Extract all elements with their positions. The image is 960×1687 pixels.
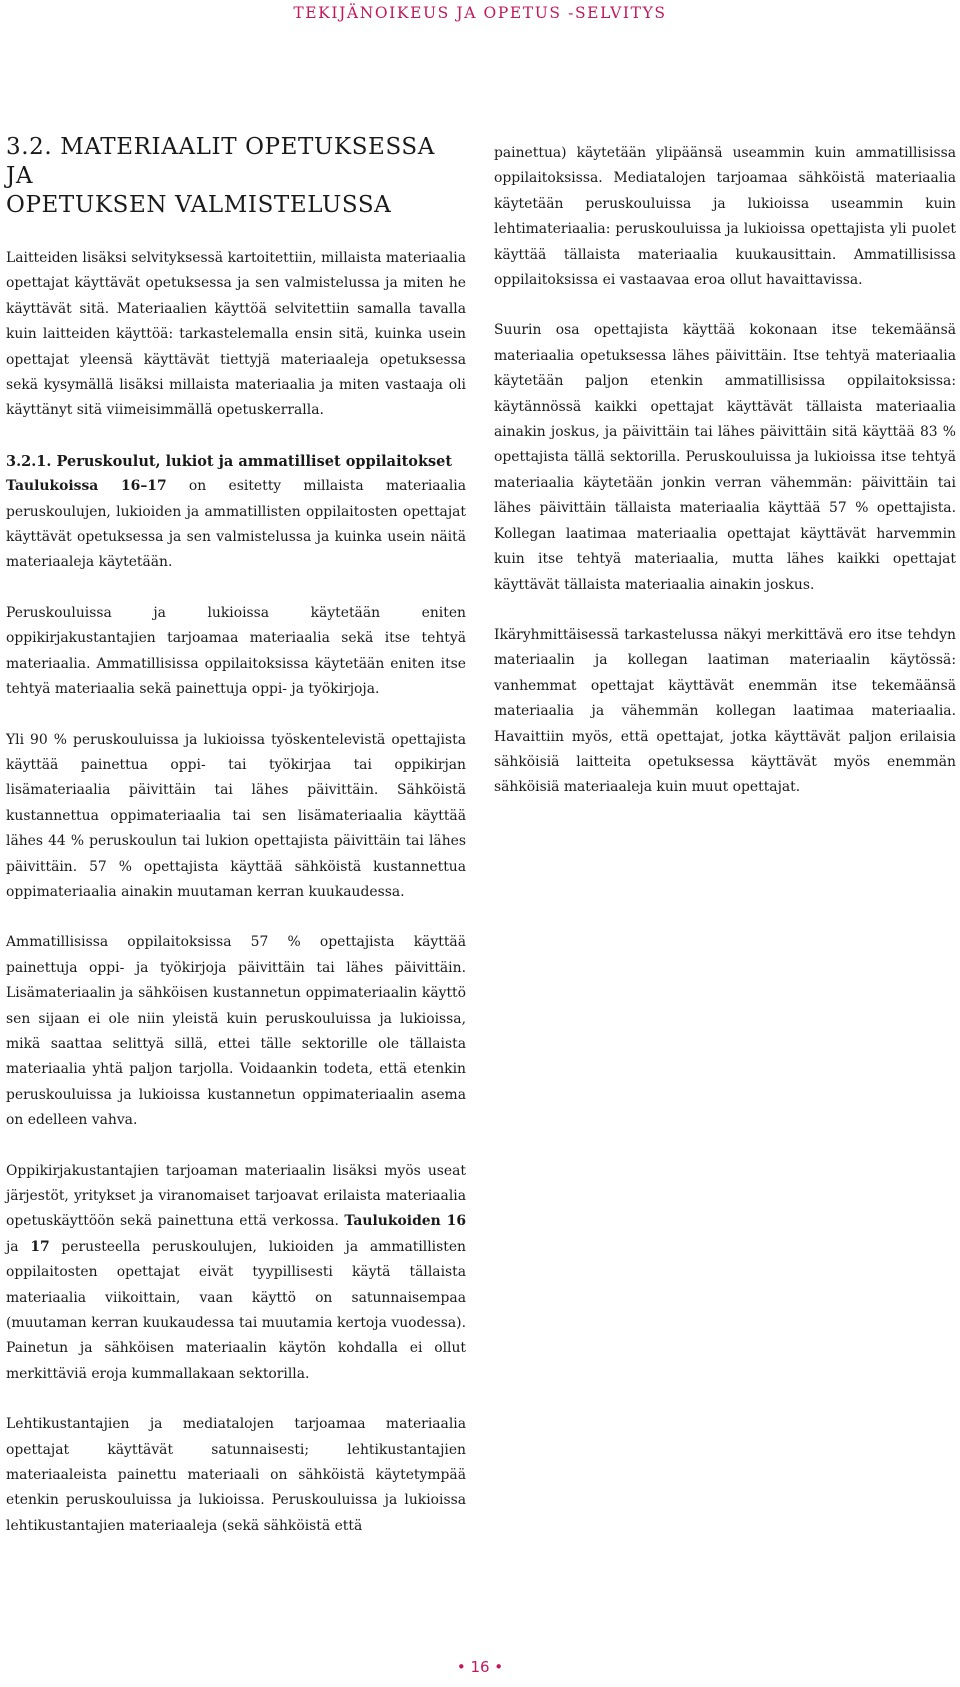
- paragraph: Suurin osa opettajista käyttää kokonaan itse tekemäänsä materiaalia opetuksessa lähes päivittäin. Itse tehtyä materiaalia käytetään paljon etenkin ammatillisissa oppilaitoksissa: käytännössä kaikki opettajat käyttävät tällaista materiaalia ainakin joskus, ja päivittäin tai lähes päivittäin sitä käyttää 83 % opettajista tällä sektorilla. Peruskouluissa ja lukioissa itse tehtyä materiaalia käytetään jonkin verran vähemmän: päivittäin tai lähes päivittäin tällaista materiaalia käyttää 57 % opettajista. Kollegan laatimaa materiaalia opettajat käyttävät harvemmin kuin itse tehtyä materiaalia, mutta lähes kaikki opettajat käyttävät tällaista materiaalia ainakin joskus.: [494, 322, 956, 593]
- paragraph: [6, 1159, 466, 1388]
- table-reference: Taulukoissa 16–17: [6, 478, 167, 495]
- section-title-line-2: OPETUKSEN VALMISTELUSSA: [6, 192, 392, 218]
- paragraph: Ammatillisissa oppilaitoksissa 57 % opettajista käyttää painettuja oppi- ja työkirjoja päivittäin tai lähes päivittäin. Lisämateriaalin ja sähköisen kustannetun oppimateriaalin käyttö sen sijaan ei ole niin yleistä kuin peruskouluissa ja lukioissa, mikä saattaa selittyä sillä, ettei tälle sektorille ole tällaista materiaalia yhtä paljon tarjolla. Voidaankin todeta, että etenkin peruskouluissa ja lukioissa kustannetun oppimateriaalin asema on edelleen vahva.: [6, 934, 466, 1129]
- table-reference: 17: [30, 1238, 50, 1255]
- paragraph: Yli 90 % peruskouluissa ja lukioissa työskentelevistä opettajista käyttää painettua oppi- tai työkirjaa tai oppikirjan lisämateriaalia päivittäin tai lähes päivittäin. Sähköistä kustannettua oppimateriaalia tai sen lisämateriaalia käyttää lähes 44 % peruskoulun tai lukion opettajista päivittäin tai lähes päivittäin. 57 % opettajista käyttää sähköistä kustannettua oppimateriaalia ainakin muutaman kerran kuukaudessa.: [6, 731, 466, 900]
- paragraph: [6, 474, 466, 576]
- running-header: TEKIJÄNOIKEUS JA OPETUS -SELVITYS: [293, 4, 667, 22]
- paragraph-text: on esitetty millaista materiaalia peruskoulujen, lukioiden ja ammatillisten oppilaitosten opettajat käyttävät opetuksessa ja sen valmistelussa ja kuinka usein näitä materiaaleja käytetään.: [6, 478, 467, 571]
- table-reference: Taulukoiden 16: [344, 1213, 466, 1230]
- section-title: [6, 133, 466, 220]
- section-title-line-1: 3.2. MATERIAALIT OPETUKSESSA JA: [6, 134, 435, 189]
- paragraph-text: Oppikirjakustantajien tarjoaman materiaalin lisäksi myös useat järjestöt, yritykset ja viranomaiset tarjoavat erilaista materiaalia opetuskäyttöön sekä painettuna että verkossa.: [6, 1162, 466, 1230]
- paragraph: Peruskouluissa ja lukioissa käytetään eniten oppikirjakustantajien tarjoamaa materiaalia sekä itse tehtyä materiaalia. Ammatillisissa oppilaitoksissa käytetään eniten itse tehtyä materiaalia sekä painettuja oppi- ja työkirjoja.: [6, 604, 466, 698]
- paragraph-text: ja: [6, 1238, 31, 1255]
- page-number: • 16 •: [456, 1658, 504, 1676]
- paragraph: Ikäryhmittäisessä tarkastelussa näkyi merkittävä ero itse tehdyn materiaalin ja kollegan laatiman materiaalin käytössä: vanhemmat opettajat käyttävät enemmän itse tekemäänsä materiaalia ja vähemmän kollegan laatimaa materiaalia. Havaittiin myös, että opettajat, jotka käyttävät paljon erilaisia sähköisiä laitteita opetuksessa käyttävät myös enemmän sähköisiä materiaaleja kuin muut opettajat.: [494, 626, 956, 796]
- subsection-title: 3.2.1. Peruskoulut, lukiot ja ammatilliset oppilaitokset: [6, 452, 453, 470]
- left-column: [6, 133, 466, 1564]
- paragraph: Lehtikustantajien ja mediatalojen tarjoamaa materiaalia opettajat käyttävät satunnaisesti; lehtikustantajien materiaaleista painettu materiaali on sähköistä käytetympää etenkin peruskouluissa ja lukioissa. Peruskouluissa ja lukioissa lehtikustantajien materiaaleja (sekä sähköistä että: [6, 1416, 466, 1534]
- paragraph: Laitteiden lisäksi selvityksessä kartoitettiin, millaista materiaalia opettajat käyttävät opetuksessa ja sen valmistelussa ja miten he käyttävät sitä. Materiaalien käyttöä selvitettiin samalla tavalla kuin laitteiden käyttöä: tarkastelemalla ensin sitä, kuinka usein opettajat yleensä käyttävät tiettyjä materiaaleja opetuksessa sekä kysymällä lisäksi millaista materiaalia ja miten vastaaja oli käyttänyt sitä viimeisimmällä opetuskerralla.: [6, 250, 466, 419]
- paragraph-text: perusteella peruskoulujen, lukioiden ja ammatillisten oppilaitosten opettajat eivät tyypillisesti käytä tällaista materiaalia viikoittain, vaan käyttö on satunnaisempaa (muutaman kerran kuukaudessa tai muutamia kertoja vuodessa). Painetun ja sähköisen materiaalin käytön kohdalla ei ollut merkittäviä eroja kummallakaan sektorilla.: [6, 1238, 466, 1382]
- right-column: [494, 141, 956, 826]
- paragraph: painettua) käytetään ylipäänsä useammin kuin ammatillisissa oppilaitoksissa. Mediatalojen tarjoamaa sähköistä materiaalia käytetään peruskouluissa ja lukioissa useammin kuin lehtimateriaalia: peruskouluissa ja lukioissa opettajista yli puolet käyttää tällaista materiaalia kuukausittain. Ammatillisissa oppilaitoksissa ei vastaavaa eroa ollut havaittavissa.: [494, 145, 956, 289]
